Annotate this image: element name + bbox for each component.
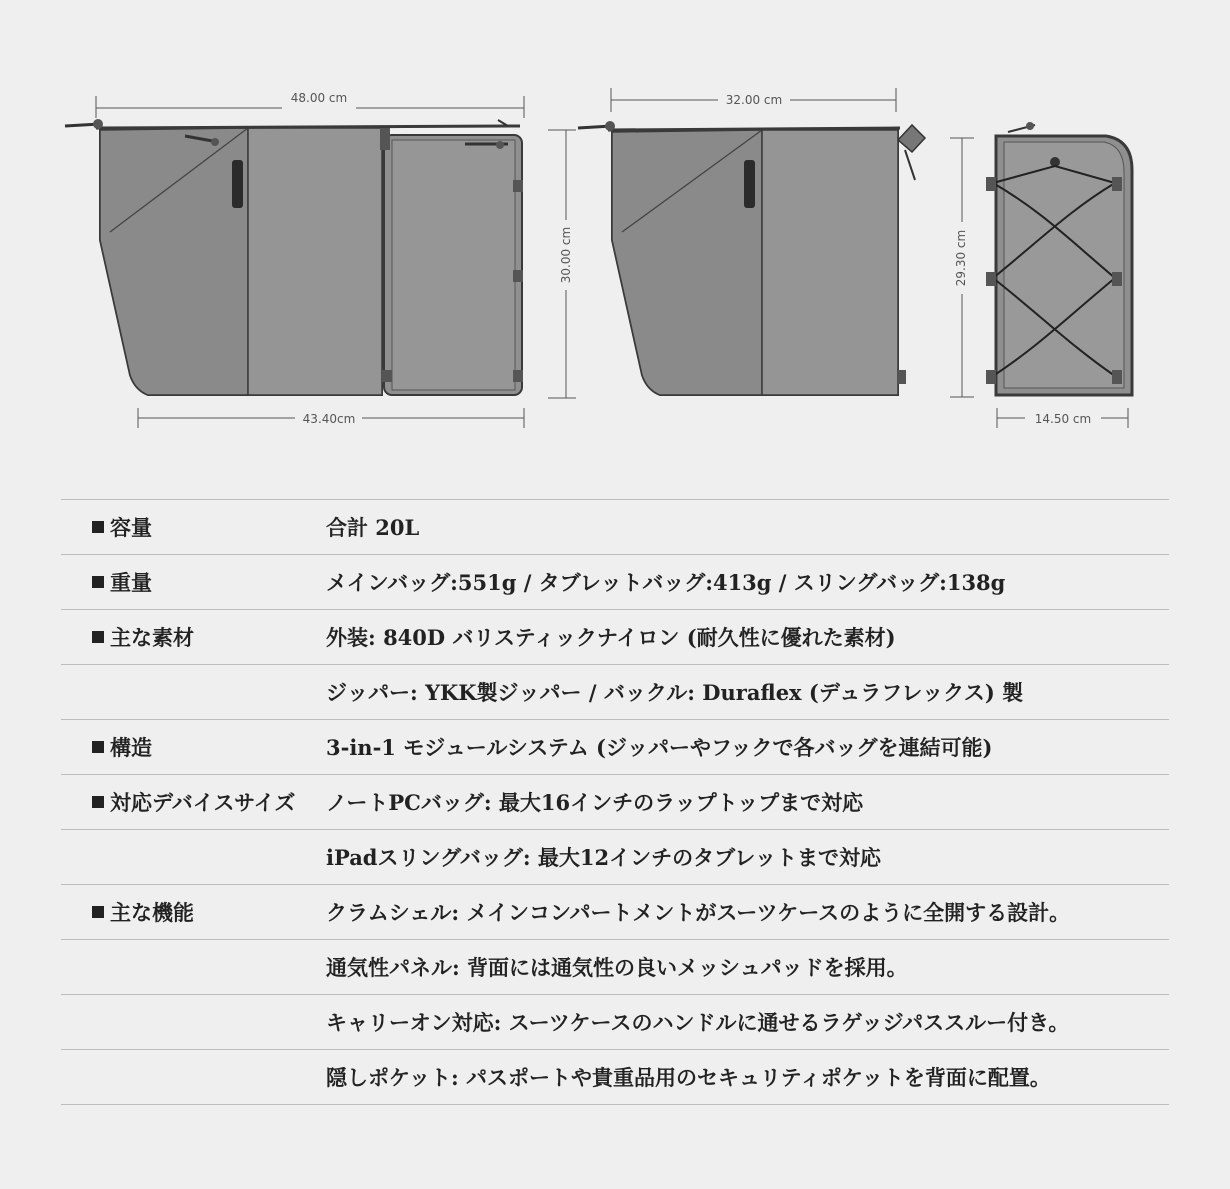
square-bullet-icon (92, 796, 104, 808)
tablet-bag-width-label: 32.00 cm (725, 93, 783, 107)
square-bullet-icon (92, 631, 104, 643)
spec-value: ノートPCバッグ: 最大16インチのラップトップまで対応 (326, 790, 864, 815)
spec-label: 主な機能 (110, 900, 194, 925)
spec-label: 重量 (110, 570, 152, 595)
spec-row (61, 940, 1169, 995)
spec-row (61, 830, 1169, 885)
spec-row (61, 610, 1169, 665)
spec-value: 隠しポケット: パスポートや貴重品用のセキュリティポケットを背面に配置。 (326, 1065, 1051, 1090)
main-bag-width-bottom-label: 43.40cm (302, 412, 356, 426)
sling-bag-drawing (986, 122, 1132, 395)
square-bullet-icon (92, 741, 104, 753)
spec-value: 外装: 840D バリスティックナイロン (耐久性に優れた素材) (326, 625, 896, 650)
spec-row (61, 1050, 1169, 1105)
spec-value: 通気性パネル: 背面には通気性の良いメッシュパッドを採用。 (326, 955, 908, 980)
square-bullet-icon (92, 576, 104, 588)
tablet-bag-dimensions (611, 88, 896, 112)
spec-row (61, 995, 1169, 1050)
spec-value: iPadスリングバッグ: 最大12インチのタブレットまで対応 (326, 845, 882, 870)
spec-value: 3-in-1 モジュールシステム (ジッパーやフックで各バッグを連結可能) (326, 735, 993, 760)
spec-value: キャリーオン対応: スーツケースのハンドルに通せるラゲッジパススルー付き。 (326, 1010, 1070, 1035)
spec-value: ジッパー: YKK製ジッパー / バックル: Duraflex (デュラフレックス) 製 (326, 680, 1024, 705)
spec-value: クラムシェル: メインコンパートメントがスーツケースのように全開する設計。 (326, 900, 1071, 925)
main-bag-height-label: 30.00 cm (559, 226, 573, 284)
spec-row (61, 665, 1169, 720)
spec-value: メインバッグ:551g / タブレットバッグ:413g / スリングバッグ:138g (326, 570, 1006, 595)
spec-row (61, 720, 1169, 775)
square-bullet-icon (92, 521, 104, 533)
spec-label-cell (61, 787, 326, 817)
sling-bag-height-label: 29.30 cm (954, 229, 968, 287)
spec-label: 構造 (110, 735, 152, 760)
spec-row (61, 500, 1169, 555)
bag-dimension-diagram (0, 0, 1230, 470)
spec-row (61, 555, 1169, 610)
spec-value: 合計 20L (326, 515, 420, 540)
spec-label-cell (61, 732, 326, 762)
spec-row (61, 775, 1169, 830)
spec-label-cell (61, 512, 326, 542)
square-bullet-icon (92, 906, 104, 918)
spec-row (61, 885, 1169, 940)
spec-label-cell (61, 622, 326, 652)
main-bag-width-top-label: 48.00 cm (290, 91, 348, 105)
sling-bag-width-label: 14.50 cm (1034, 412, 1092, 426)
spec-label: 対応デバイスサイズ (110, 790, 296, 815)
main-bag-drawing (65, 119, 523, 395)
spec-label: 主な素材 (110, 625, 194, 650)
spec-label-cell (61, 897, 326, 927)
tablet-bag-drawing (578, 121, 925, 395)
spec-label-cell (61, 567, 326, 597)
spec-label: 容量 (110, 515, 152, 540)
spec-table (61, 499, 1169, 1105)
